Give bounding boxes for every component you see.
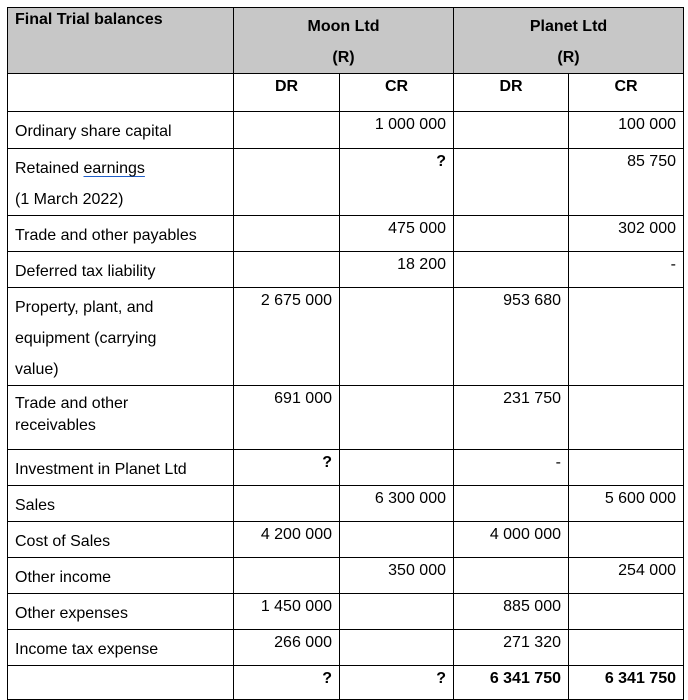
column-header-moon-dr: DR: [234, 74, 340, 112]
planet-dr-cell: [454, 149, 569, 216]
label-line: Other expenses: [15, 605, 128, 622]
moon-dr-cell: [234, 558, 340, 594]
planet-cr-cell: [569, 386, 684, 450]
planet-dr-cell: [454, 112, 569, 149]
label-line: Investment in Planet Ltd: [15, 461, 187, 478]
company-header-moon: [234, 8, 454, 74]
row-label: [8, 252, 234, 288]
label-line: Trade and other payables: [15, 227, 197, 244]
moon-cr-cell: 1 000 000: [340, 112, 454, 149]
moon-dr-cell: [234, 216, 340, 252]
row-label: [8, 112, 234, 149]
planet-cr-cell: [569, 630, 684, 666]
column-header-planet-dr: DR: [454, 74, 569, 112]
trial-balance-table: [7, 7, 684, 700]
label-line: [15, 153, 226, 184]
row-label: [8, 386, 234, 450]
label-line: Income tax expense: [15, 641, 159, 658]
planet-dr-cell: [454, 486, 569, 522]
label-line: value): [15, 361, 59, 378]
planet-dr-cell: 885 000: [454, 594, 569, 630]
column-header-planet-cr: CR: [569, 74, 684, 112]
table-row: [8, 630, 684, 666]
planet-dr-cell: [454, 558, 569, 594]
company-header-planet: [454, 8, 684, 74]
label-line: Ordinary share capital: [15, 123, 172, 140]
moon-dr-cell: ?: [234, 450, 340, 486]
label-line: Property, plant, and: [15, 299, 154, 316]
company-currency: (R): [557, 49, 580, 66]
moon-dr-cell: 2 675 000: [234, 288, 340, 386]
label-line: (1 March 2022): [15, 191, 124, 208]
table-row: [8, 149, 684, 216]
table-row: [8, 386, 684, 450]
planet-dr-cell: 271 320: [454, 630, 569, 666]
label-line: receivables: [15, 417, 96, 434]
label-line: Trade and other: [15, 395, 129, 412]
planet-cr-cell: -: [569, 252, 684, 288]
moon-dr-cell: [234, 486, 340, 522]
moon-cr-cell: [340, 522, 454, 558]
row-label: [8, 450, 234, 486]
label-line: equipment (carrying: [15, 330, 157, 347]
table-row: [8, 558, 684, 594]
table-row: [8, 594, 684, 630]
moon-cr-cell: 350 000: [340, 558, 454, 594]
company-name: Moon Ltd: [307, 18, 380, 35]
label-line: Deferred tax liability: [15, 263, 156, 280]
planet-cr-cell: 5 600 000: [569, 486, 684, 522]
planet-cr-cell: 85 750: [569, 149, 684, 216]
table-row: [8, 252, 684, 288]
moon-dr-cell: 1 450 000: [234, 594, 340, 630]
planet-cr-cell: [569, 594, 684, 630]
row-label: [8, 594, 234, 630]
moon-dr-cell: [234, 252, 340, 288]
moon-dr-cell: 4 200 000: [234, 522, 340, 558]
row-label: [8, 216, 234, 252]
row-label: [8, 288, 234, 386]
company-header-row: [8, 8, 684, 74]
planet-dr-cell: [454, 216, 569, 252]
totals-label-cell: [8, 666, 234, 700]
label-line: Other income: [15, 569, 112, 586]
moon-cr-cell: [340, 288, 454, 386]
row-label: [8, 522, 234, 558]
planet-cr-cell: 254 000: [569, 558, 684, 594]
planet-cr-cell: [569, 450, 684, 486]
planet-dr-cell: 231 750: [454, 386, 569, 450]
total-planet-dr: 6 341 750: [454, 666, 569, 700]
planet-dr-cell: [454, 252, 569, 288]
moon-cr-cell: [340, 630, 454, 666]
moon-cr-cell: 18 200: [340, 252, 454, 288]
total-moon-dr: ?: [234, 666, 340, 700]
moon-dr-cell: [234, 112, 340, 149]
total-planet-cr: 6 341 750: [569, 666, 684, 700]
planet-cr-cell: 302 000: [569, 216, 684, 252]
total-moon-cr: ?: [340, 666, 454, 700]
moon-cr-cell: 6 300 000: [340, 486, 454, 522]
table-row: [8, 522, 684, 558]
label-line: Cost of Sales: [15, 533, 111, 550]
moon-dr-cell: 266 000: [234, 630, 340, 666]
totals-row: [8, 666, 684, 700]
planet-cr-cell: [569, 288, 684, 386]
row-label: [8, 486, 234, 522]
planet-dr-cell: 4 000 000: [454, 522, 569, 558]
table-row: [8, 288, 684, 386]
row-label: [8, 630, 234, 666]
table-row: [8, 216, 684, 252]
column-header-moon-cr: CR: [340, 74, 454, 112]
moon-dr-cell: [234, 149, 340, 216]
column-header-row: [8, 74, 684, 112]
planet-cr-cell: [569, 522, 684, 558]
empty-header-cell: [8, 74, 234, 112]
label-text: Retained earnings: [15, 160, 145, 177]
row-label: [8, 149, 234, 216]
moon-cr-cell: [340, 450, 454, 486]
label-line: Sales: [15, 497, 56, 514]
company-name: Planet Ltd: [529, 18, 608, 35]
planet-cr-cell: 100 000: [569, 112, 684, 149]
table-title: Final Trial balances: [8, 8, 234, 74]
moon-dr-cell: 691 000: [234, 386, 340, 450]
spellcheck-underline: earnings: [83, 160, 145, 177]
company-currency: (R): [332, 49, 355, 66]
row-label: [8, 558, 234, 594]
moon-cr-cell: [340, 386, 454, 450]
table-row: [8, 486, 684, 522]
moon-cr-cell: [340, 594, 454, 630]
planet-dr-cell: 953 680: [454, 288, 569, 386]
planet-dr-cell: -: [454, 450, 569, 486]
table-row: [8, 450, 684, 486]
table-row: [8, 112, 684, 149]
moon-cr-cell: 475 000: [340, 216, 454, 252]
moon-cr-cell: ?: [340, 149, 454, 216]
